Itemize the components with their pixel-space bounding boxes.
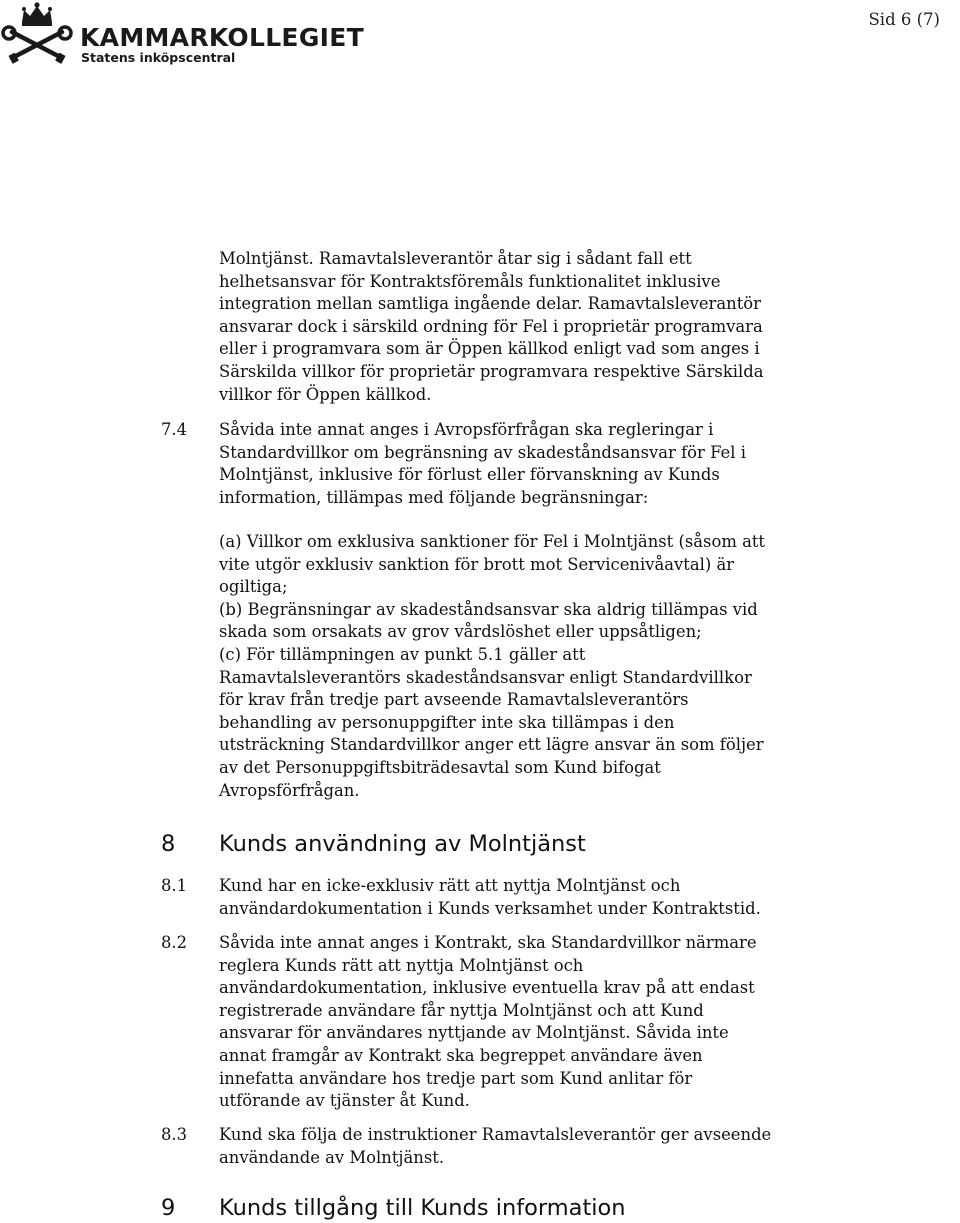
paragraph-line: Molntjänst. Ramavtalsleverantör åtar sig i sådant fall ett xyxy=(219,249,692,268)
clause-number-8-1: 8.1 xyxy=(161,876,188,895)
clause-number-7-4: 7.4 xyxy=(161,420,188,439)
section-heading-8 xyxy=(161,830,586,858)
kammarkollegiet-logo xyxy=(0,0,364,70)
paragraph-line: Avropsförfrågan. xyxy=(219,780,360,800)
paragraph-line: behandling av personuppgifter inte ska tillämpas i den xyxy=(219,712,675,732)
paragraph-line: användande av Molntjänst. xyxy=(219,1147,445,1167)
paragraph-line: integration mellan samtliga ingående delar. Ramavtalsleverantör xyxy=(219,294,761,314)
clause-7-4-text xyxy=(219,419,819,509)
paragraph-line: utförande av tjänster åt Kund. xyxy=(219,1091,470,1111)
paragraph-line: Såvida inte annat anges i Kontrakt, ska Standardvillkor närmare xyxy=(219,933,757,952)
paragraph-line: användardokumentation i Kunds verksamhet under Kontraktstid. xyxy=(219,898,761,918)
paragraph-line: vite utgör exklusiv sanktion för brott mot Servicenivåavtal) är xyxy=(219,554,735,574)
org-name: KAMMARKOLLEGIET xyxy=(80,23,364,52)
clause-8-1-text xyxy=(219,875,819,920)
paragraph-line: Standardvillkor om begränsning av skadeståndsansvar för Fel i xyxy=(219,442,746,462)
paragraph-line: helhetsansvar för Kontraktsföremåls funktionalitet inklusive xyxy=(219,271,721,291)
paragraph-line: Särskilda villkor för proprietär programvara respektive Särskilda xyxy=(219,361,764,381)
clause-number-8-2: 8.2 xyxy=(161,933,188,952)
paragraph-line: eller i programvara som är Öppen källkod enligt vad som anges i xyxy=(219,339,760,359)
paragraph-line: (c) För tillämpningen av punkt 5.1 gäller att xyxy=(219,644,586,664)
crown-keys-icon xyxy=(0,0,80,70)
clause-7-4-sublist xyxy=(219,531,819,802)
paragraph-line: ansvarar för användares nyttjande av Molntjänst. Såvida inte xyxy=(219,1023,729,1043)
paragraph-line: ansvarar dock i särskild ordning för Fel i proprietär programvara xyxy=(219,316,763,336)
paragraph-line: innefatta användare hos tredje part som Kund anlitar för xyxy=(219,1068,693,1088)
section-title: Kunds tillgång till Kunds information xyxy=(219,1195,626,1221)
paragraph-line: information, tillämpas med följande begränsningar: xyxy=(219,487,649,507)
paragraph-line: Kund har en icke-exklusiv rätt att nyttja Molntjänst och xyxy=(219,876,681,895)
paragraph-line: registrerade användare får nyttja Molntjänst och att Kund xyxy=(219,1000,704,1020)
clause-8-2-text xyxy=(219,932,819,1113)
paragraph-line: Såvida inte annat anges i Avropsförfrågan ska regleringar i xyxy=(219,420,714,439)
paragraph-line: användardokumentation, inklusive eventuella krav på att endast xyxy=(219,978,755,998)
section-number: 9 xyxy=(161,1195,176,1221)
paragraph-line: av det Personuppgiftsbiträdesavtal som Kund bifogat xyxy=(219,757,661,777)
paragraph-line: reglera Kunds rätt att nyttja Molntjänst och xyxy=(219,955,584,975)
section-number: 8 xyxy=(161,831,176,857)
paragraph-line: Ramavtalsleverantörs skadeståndsansvar enligt Standardvillkor xyxy=(219,667,752,687)
org-subtitle: Statens inköpscentral xyxy=(81,50,236,65)
paragraph-line: skada som orsakats av grov vårdslöshet eller uppsåtligen; xyxy=(219,622,702,642)
page-number: Sid 6 (7) xyxy=(868,10,940,29)
clause-number-8-3: 8.3 xyxy=(161,1125,188,1144)
paragraph-line: utsträckning Standardvillkor anger ett lägre ansvar än som följer xyxy=(219,735,764,755)
paragraph-line: för krav från tredje part avseende Ramavtalsleverantörs xyxy=(219,690,689,710)
paragraph-line: Kund ska följa de instruktioner Ramavtalsleverantör ger avseende xyxy=(219,1125,772,1144)
paragraph-line: (a) Villkor om exklusiva sanktioner för Fel i Molntjänst (såsom att xyxy=(219,532,766,551)
paragraph-line: villkor för Öppen källkod. xyxy=(219,384,432,404)
paragraph-line: Molntjänst, inklusive för förlust eller förvanskning av Kunds xyxy=(219,465,720,485)
clause-8-3-text xyxy=(219,1124,819,1169)
paragraph-line: ogiltiga; xyxy=(219,577,288,597)
paragraph-line: (b) Begränsningar av skadeståndsansvar ska aldrig tillämpas vid xyxy=(219,599,758,619)
section-title: Kunds användning av Molntjänst xyxy=(219,831,586,857)
paragraph-line: annat framgår av Kontrakt ska begreppet användare även xyxy=(219,1045,703,1065)
continuation-paragraph xyxy=(219,248,819,406)
section-heading-9 xyxy=(161,1194,626,1222)
